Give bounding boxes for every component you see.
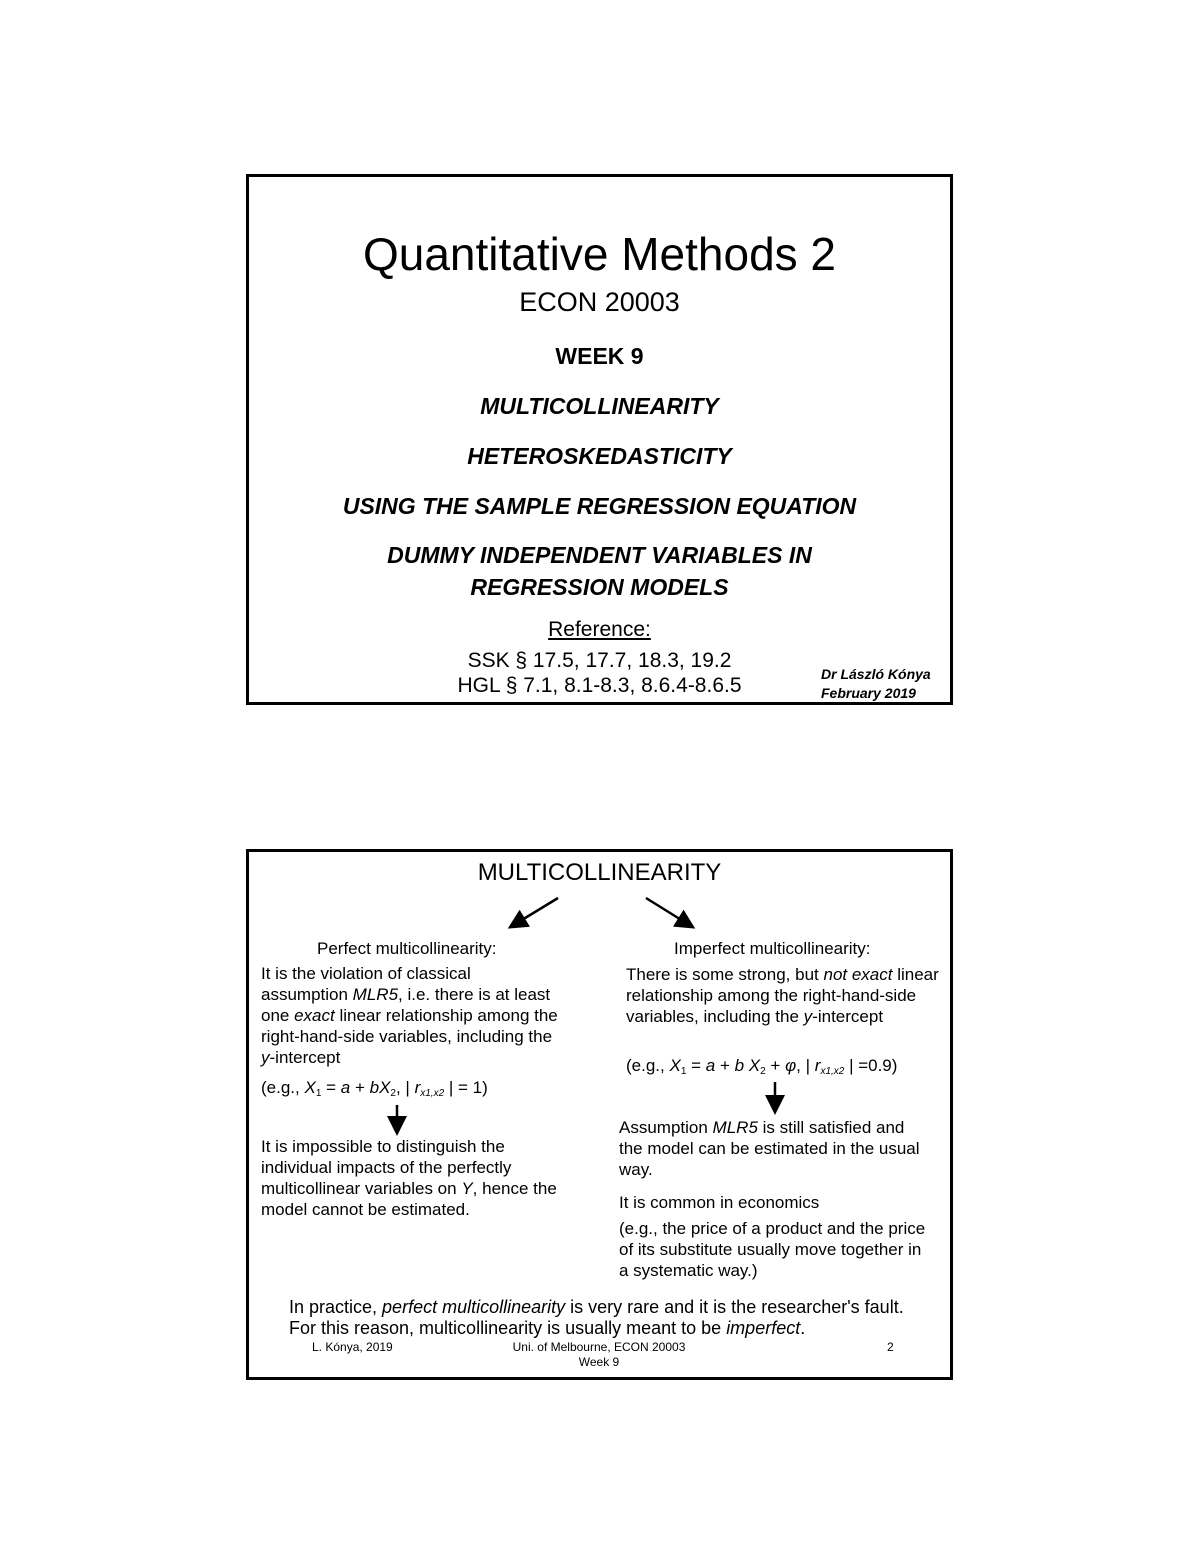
topic-sample-regression: USING THE SAMPLE REGRESSION EQUATION xyxy=(342,493,857,519)
topic-heteroskedasticity: HETEROSKEDASTICITY xyxy=(467,443,732,469)
imperfect-common: It is common in economics xyxy=(619,1193,820,1212)
date: February 2019 xyxy=(821,685,916,701)
topic-dummy-line2: REGRESSION MODELS xyxy=(470,574,729,600)
imperfect-consequence: Assumption MLR5 is still satisfied and the model can be estimated in the usual way. xyxy=(619,1118,920,1179)
footer-course: Uni. of Melbourne, ECON 20003 xyxy=(512,1340,686,1354)
reference-hgl: HGL § 7.1, 8.1-8.3, 8.6.4-8.6.5 xyxy=(457,674,742,697)
footer-author: L. Kónya, 2019 xyxy=(312,1340,393,1354)
reference-ssk: SSK § 17.5, 17.7, 18.3, 19.2 xyxy=(467,649,732,672)
conclusion: In practice, perfect multicollinearity is very rare and it is the researcher's fault. For this reason, multicollinearity is usually meant to be imperfect. xyxy=(289,1297,904,1338)
footer-week: Week 9 xyxy=(578,1355,620,1369)
perfect-example: (e.g., $X_1 = a + bX_2$, | $r_{x1,x2}$ | = 1) xyxy=(261,1078,488,1099)
week-label: WEEK 9 xyxy=(555,343,644,369)
title-slide xyxy=(246,174,953,705)
topic-multicollinearity: MULTICOLLINEARITY xyxy=(480,393,719,419)
author: Dr László Kónya xyxy=(821,666,931,682)
imperfect-common-example: (e.g., the price of a product and the price of its substitute usually move together in a systematic way.) xyxy=(619,1219,926,1280)
reference-label: Reference: xyxy=(548,618,651,641)
imperfect-heading: Imperfect multicollinearity: xyxy=(674,939,871,958)
arrow-to-imperfect xyxy=(646,898,691,926)
topic-dummy-line1: DUMMY INDEPENDENT VARIABLES IN xyxy=(387,542,812,568)
slide-title: MULTICOLLINEARITY xyxy=(477,859,722,886)
course-title: Quantitative Methods 2 xyxy=(362,228,837,280)
perfect-consequence: It is impossible to distinguish the individual impacts of the perfectly multicollinear variables on Y, hence the model cannot be estimated. xyxy=(261,1137,557,1219)
imperfect-example: (e.g., $X_1 = a + b$ $X_2 + \varphi$, | $r_{x1,x2}$ | =0.9) xyxy=(626,1056,898,1077)
arrow-to-perfect xyxy=(512,898,558,926)
multicollinearity-slide xyxy=(246,849,953,1380)
page-number: 2 xyxy=(887,1340,894,1354)
perfect-definition: It is the violation of classical assumption MLR5, i.e. there is at least one exact linear relationship among the right-hand-side variables, including the y-intercept xyxy=(261,964,558,1067)
perfect-heading: Perfect multicollinearity: xyxy=(317,939,497,958)
course-code: ECON 20003 xyxy=(519,287,680,317)
imperfect-definition: There is some strong, but not exact linear relationship among the right-hand-side variables, including the y-intercept xyxy=(626,965,939,1026)
